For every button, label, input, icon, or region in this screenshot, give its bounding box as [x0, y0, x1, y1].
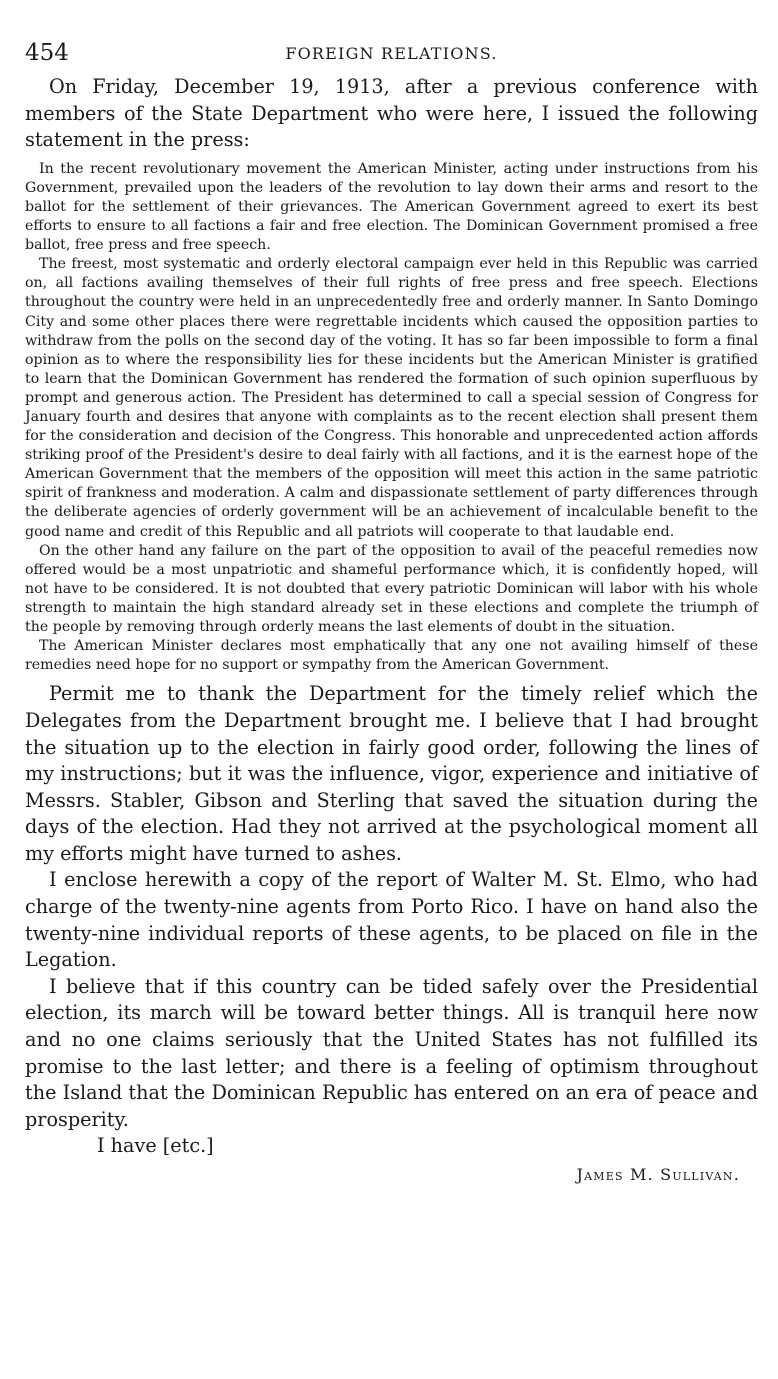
body-paragraph: I enclose herewith a copy of the report of Walter M. St. Elmo, who had charge of the twenty-nine agents from Porto Rico. I have on hand also the twenty-nine individual reports of these agents, to be placed on file in the Legation. — [25, 868, 758, 972]
running-head: FOREIGN RELATIONS. — [285, 44, 498, 63]
statement-paragraph: The freest, most systematic and orderly electoral campaign ever held in this Republic was carried on, all factions availing themselves of their full rights of free press and free speech. Elections throughout the country were held in an unprecedentedly free and orderly manner. In Santo Domingo City and some other places there were regrettable incidents which caused the opposition parties to withdraw from the polls on the second day of the voting. It has so far been impossible to form a final opinion as to where the responsibility lies for these incidents but the American Minister is gratified to learn that the Dominican Government has rendered the formation of such opinion superfluous by prompt and generous action. The President has determined to call a special session of Congress for January fourth and desires that anyone with complaints as to the recent election shall present them for the consideration and decision of the Congress. This honorable and unprecedented action affords striking proof of the President's desire to deal fairly with all factions, and it is the earnest hope of the American Government that the members of the opposition will meet this action in the same patriotic spirit of frankness and moderation. A calm and dispassionate settlement of party differences through the deliberate agencies of orderly government will be an achievement of incalculable benefit to the good name and credit of this Republic and all patriots will cooperate to that laudable end. — [25, 256, 758, 540]
body-paragraph: Permit me to thank the Department for the timely relief which the Delegates from the Department brought me. I believe that I had brought the situation up to the election in fairly good order, following the lines of my instructions; but it was the influence, vigor, experience and initiative of Messrs. Stabler, Gibson and Sterling that saved the situation during the days of the election. Had they not arrived at the psychological moment all my efforts might have turned to ashes. — [25, 682, 758, 865]
press-statement — [25, 160, 758, 676]
closing-line: I have [etc.] — [97, 1134, 214, 1158]
letter-body — [25, 681, 758, 1133]
intro-paragraph: On Friday, December 19, 1913, after a previous conference with members of the State Department who were here, I issued the following statement in the press: — [25, 75, 758, 152]
statement-paragraph: The American Minister declares most emphatically that any one not availing himself of these remedies need hope for no support or sympathy from the American Government. — [25, 638, 758, 674]
statement-paragraph: On the other hand any failure on the part of the opposition to avail of the peaceful remedies now offered would be a most unpatriotic and shameful performance which, it is confidently hoped, will not have to be considered. It is not doubted that every patriotic Dominican will labor with his whole strength to maintain the high standard already set in these elections and complete the triumph of the people by removing through orderly means the last elements of doubt in the situation. — [25, 542, 758, 636]
page-number: 454 — [25, 40, 69, 66]
statement-paragraph: In the recent revolutionary movement the American Minister, acting under instructions from his Government, prevailed upon the leaders of the revolution to lay down their arms and resort to the ballot for the settlement of their grievances. The American Government agreed to exert its best efforts to ensure to all factions a fair and free election. The Dominican Government promised a free ballot, free press and free speech. — [25, 160, 758, 254]
signature: James M. Sullivan. — [576, 1165, 740, 1185]
body-paragraph: I believe that if this country can be tided safely over the Presidential election, its march will be toward better things. All is tranquil here now and no one claims seriously that the United States has not fulfilled its promise to the last letter; and there is a feeling of optimism throughout the Island that the Dominican Republic has entered on an era of peace and prosperity. — [25, 974, 758, 1131]
page-header — [25, 40, 758, 74]
